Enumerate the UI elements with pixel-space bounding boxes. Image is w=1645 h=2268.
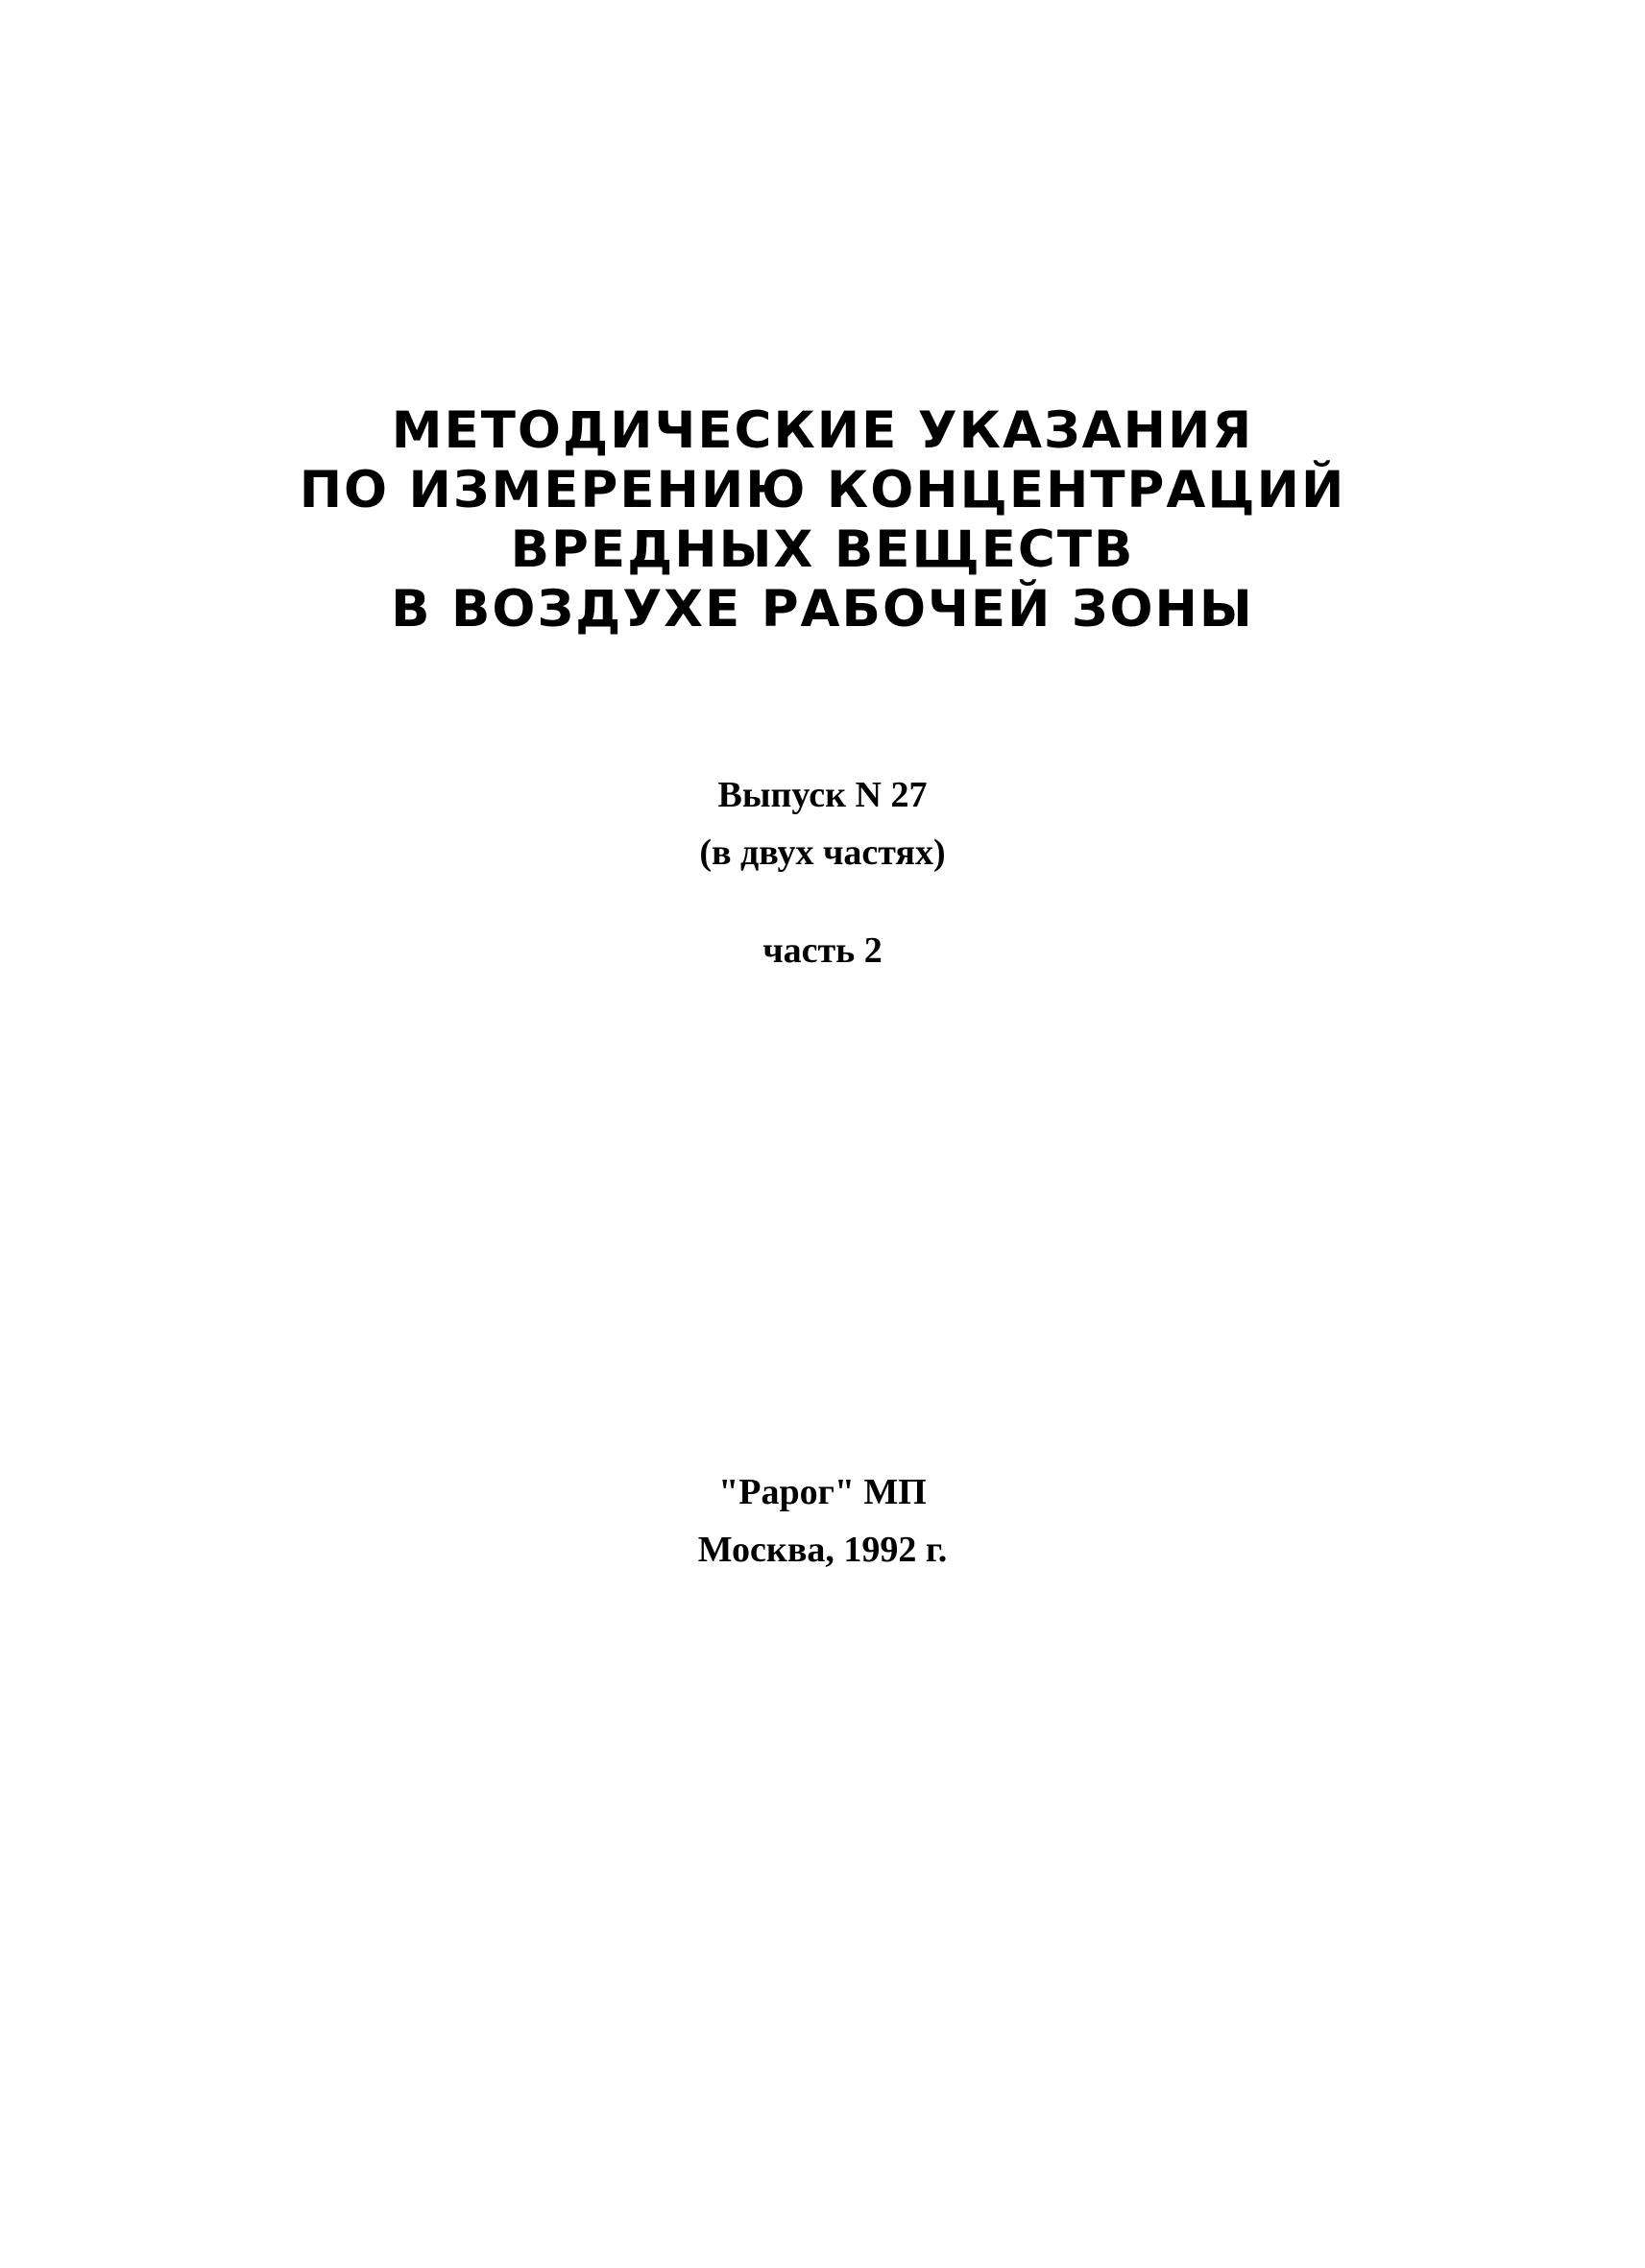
title-line-4: В ВОЗДУХЕ РАБОЧЕЙ ЗОНЫ: [391, 580, 1254, 639]
title-line-1: МЕТОДИЧЕСКИЕ УКАЗАНИЯ: [391, 401, 1254, 460]
issue-part: часть 2: [762, 930, 883, 971]
title-line-2: ПО ИЗМЕРЕНИЮ КОНЦЕНТРАЦИЙ: [299, 461, 1346, 519]
publisher: "Рарог" МП: [718, 1472, 927, 1512]
document-title: [0, 401, 1645, 639]
title-line-3: ВРЕДНЫХ ВЕЩЕСТВ: [510, 520, 1135, 579]
issue-number: Выпуск N 27: [717, 775, 928, 815]
issue-parts-note: (в двух частях): [699, 832, 946, 873]
place-year: Москва, 1992 г.: [697, 1530, 948, 1570]
